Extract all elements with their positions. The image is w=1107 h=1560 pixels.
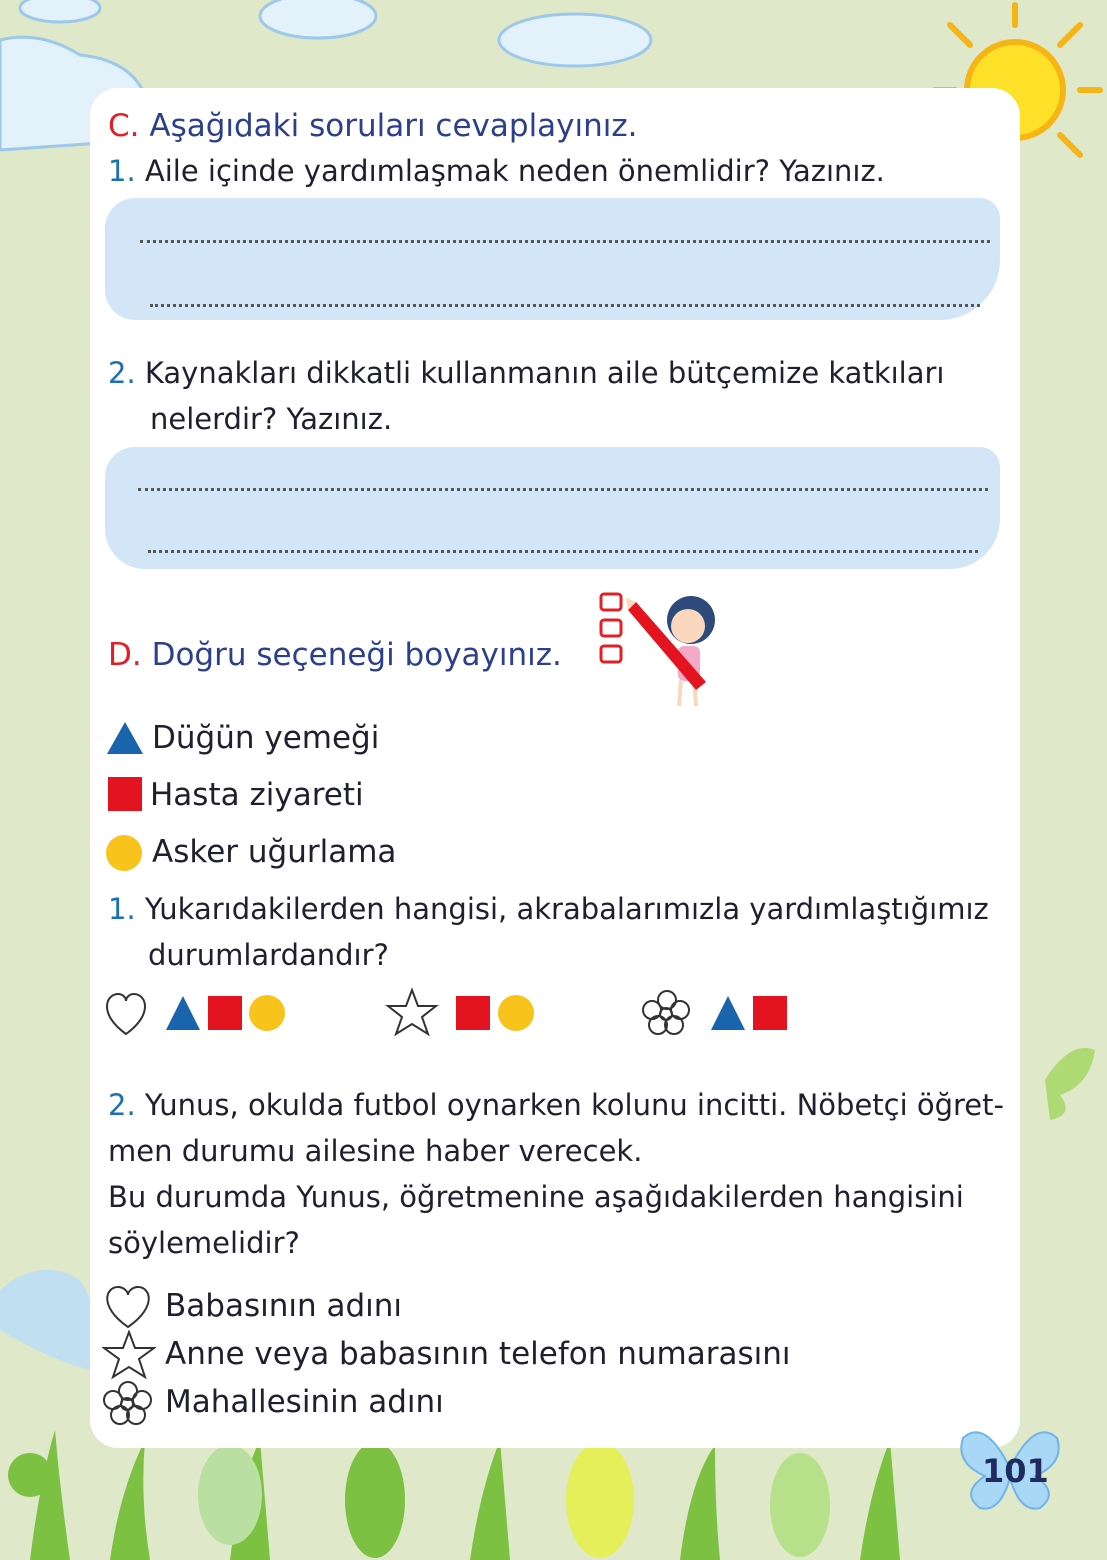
yellow-circle-icon: [105, 834, 143, 872]
blue-triangle-icon: [711, 996, 745, 1030]
yellow-circle-icon: [249, 995, 285, 1031]
section-d-question-1: [108, 892, 989, 926]
option-phone-number[interactable]: Anne veya babasının telefon numarasını: [165, 1336, 791, 1372]
answer-line[interactable]: [140, 240, 990, 243]
section-d-question-1-cont: durumlardandır?: [148, 938, 389, 972]
question-text: Yunus, okulda futbol oynarken kolunu incitti. Nöbetçi öğret-: [144, 1088, 1004, 1122]
answer-box-1[interactable]: [105, 198, 1000, 320]
section-d-title: Doğru seçeneği boyayınız.: [151, 637, 562, 673]
answer-choice-heart[interactable]: [104, 990, 294, 1038]
yellow-circle-icon: [498, 995, 534, 1031]
legend-label-visit: Hasta ziyareti: [150, 777, 364, 813]
page-number: 101: [982, 1452, 1049, 1490]
section-d-question-2-line3: Bu durumda Yunus, öğretmenine aşağıdakilerden hangisini: [108, 1180, 964, 1214]
red-square-icon: [456, 996, 490, 1030]
question-number: 1.: [108, 892, 136, 926]
section-d-heading: [108, 637, 562, 673]
option-neighborhood-name[interactable]: Mahallesinin adını: [165, 1384, 444, 1420]
blue-triangle-icon: [105, 720, 145, 756]
answer-line[interactable]: [138, 488, 988, 491]
section-d-letter: D.: [108, 637, 142, 673]
section-d-question-2-line4: söylemelidir?: [108, 1226, 300, 1260]
section-c-heading: [108, 108, 638, 144]
question-number: 1.: [108, 154, 136, 188]
section-d-question-2-line2: men durumu ailesine haber verecek.: [108, 1134, 643, 1168]
star-icon[interactable]: [102, 1330, 156, 1380]
girl-with-pencil-illustration: [596, 590, 726, 712]
red-square-icon: [108, 777, 142, 811]
blue-triangle-icon: [166, 996, 200, 1030]
question-number: 2.: [108, 356, 136, 390]
section-c-question-1: [108, 154, 885, 188]
answer-line[interactable]: [148, 550, 978, 553]
section-c-question-2: [108, 356, 945, 390]
section-c-title: Aşağıdaki soruları cevaplayınız.: [149, 108, 638, 144]
heart-icon: [107, 994, 145, 1034]
section-c-letter: C.: [108, 108, 140, 144]
answer-choice-star[interactable]: [384, 988, 544, 1038]
option-fathers-name[interactable]: Babasının adını: [165, 1288, 403, 1324]
star-icon: [388, 990, 436, 1034]
heart-icon[interactable]: [104, 1284, 152, 1330]
red-square-icon: [753, 996, 787, 1030]
section-d-question-2: [108, 1088, 1004, 1122]
answer-line[interactable]: [150, 304, 980, 307]
legend-label-farewell: Asker uğurlama: [152, 834, 397, 870]
question-text: Kaynakları dikkatli kullanmanın aile bütçemize katkıları: [144, 356, 945, 390]
section-c-question-2-cont: nelerdir? Yazınız.: [150, 402, 393, 436]
question-text: Aile içinde yardımlaşmak neden önemlidir? Yazınız.: [144, 154, 885, 188]
answer-choice-flower[interactable]: [640, 988, 800, 1038]
flower-icon[interactable]: [102, 1380, 154, 1426]
question-number: 2.: [108, 1088, 136, 1122]
question-text: Yukarıdakilerden hangisi, akrabalarımızla yardımlaştığımız: [144, 892, 989, 926]
red-square-icon: [208, 996, 242, 1030]
flower-icon: [643, 991, 689, 1034]
legend-label-wedding: Düğün yemeği: [152, 720, 380, 756]
